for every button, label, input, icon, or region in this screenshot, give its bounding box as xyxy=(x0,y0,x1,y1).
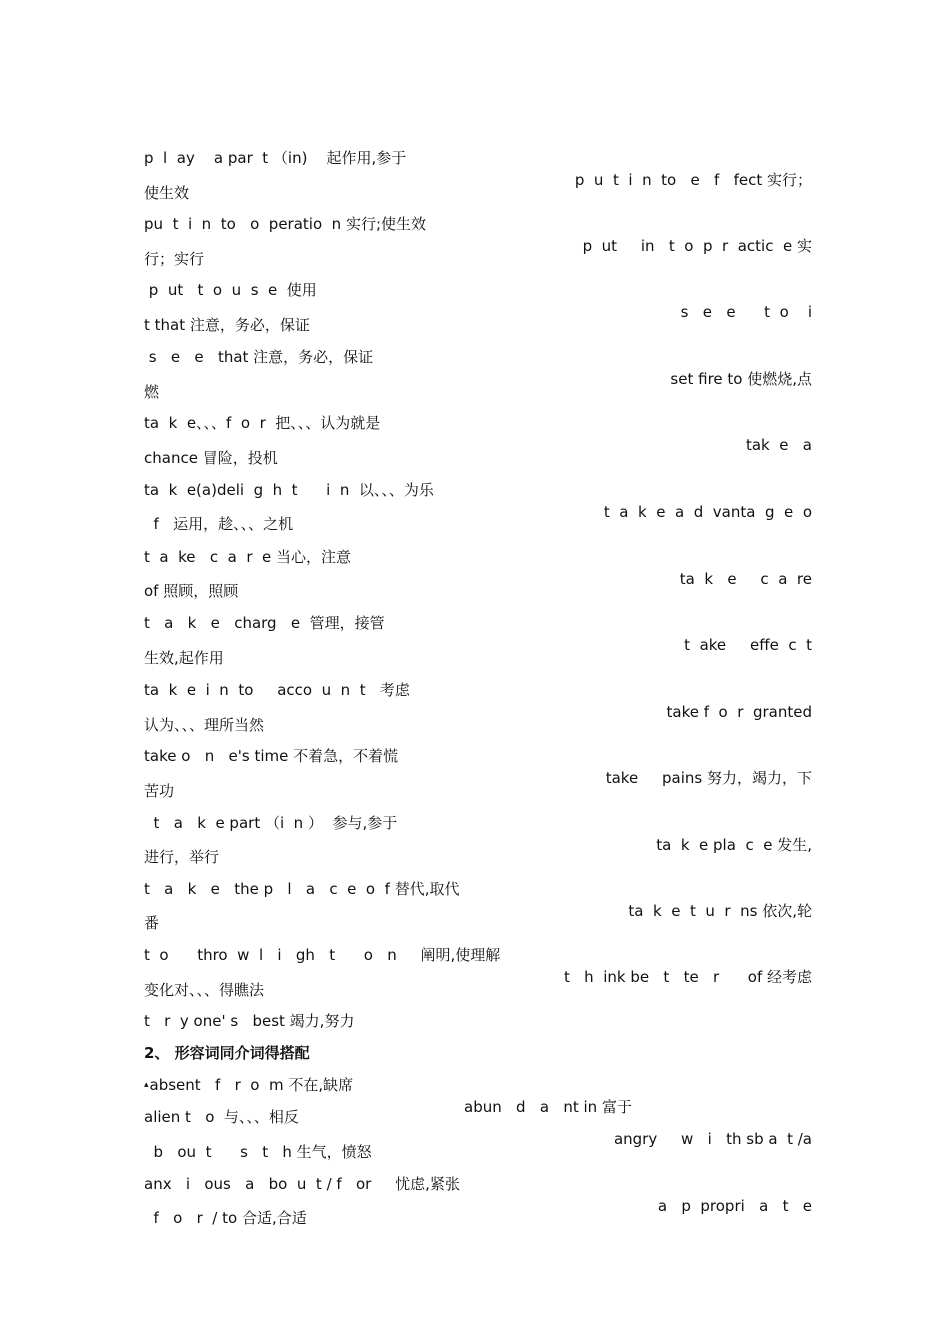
phrase-left: anx i ous a bo u t / f or 忧虑,紧张 xyxy=(144,1175,460,1193)
phrase-line xyxy=(0,491,950,533)
section-heading xyxy=(0,1020,950,1062)
phrase-continuation: 变化对、、、得瞧法 xyxy=(144,981,265,999)
phrase-line xyxy=(0,957,950,999)
phrase-line xyxy=(0,425,950,467)
phrase-line xyxy=(0,292,950,334)
phrase-right: tak e a xyxy=(745,436,812,454)
phrase-continuation: 生效,起作用 xyxy=(144,649,224,667)
phrase-left: t a k e the p l a c e o f 替代,取代 xyxy=(144,880,460,898)
phrase-line xyxy=(0,1151,950,1215)
phrase-continuation: of 照顾，照顾 xyxy=(144,582,239,600)
phrase-left: take o n e's time 不着急，不着慌 xyxy=(144,747,399,765)
phrase-right: take f o r granted xyxy=(666,703,812,721)
phrase-line xyxy=(0,692,950,734)
phrase-line xyxy=(0,625,950,667)
phrase-continuation: b ou t s t h 生气，愤怒 xyxy=(144,1143,372,1161)
phrase-line xyxy=(0,524,950,588)
phrase-left: t a k e part （i n ） 参与,参于 xyxy=(144,814,398,832)
phrase-continuation: 认为、、、理所当然 xyxy=(144,716,265,734)
bullet-mark: ▴ xyxy=(144,1080,149,1090)
phrase-right: t h ink be t te r of 经考虑 xyxy=(563,968,812,986)
phrase-right: ta k e pla c e 发生, xyxy=(656,836,812,854)
section-heading-text: 2、 形容词同介词得搭配 xyxy=(144,1044,310,1062)
phrase-right: t a k e a d vanta g e o xyxy=(603,503,812,521)
phrase-continuation: 行；实行 xyxy=(144,250,205,268)
phrase-line xyxy=(0,457,950,521)
phrase-continuation: 进行，举行 xyxy=(144,848,220,866)
phrase-left: s e e that 注意，务必，保证 xyxy=(144,348,374,366)
phrase-line xyxy=(0,359,950,401)
phrase-left: ta k e i n to acco u n t 考虑 xyxy=(144,681,410,699)
phrase-line xyxy=(0,226,950,268)
phrase-line xyxy=(0,790,950,854)
phrase-right: ta k e t u r ns 依次,轮 xyxy=(628,902,812,920)
phrase-right: p ut in t o p r actic e 实 xyxy=(582,237,812,255)
phrase-line xyxy=(0,988,950,1030)
phrase-line xyxy=(0,558,950,600)
phrase-left: p l ay a par t （in) 起作用,参于 xyxy=(144,149,407,167)
phrase-left: t a ke c a r e 当心，注意 xyxy=(144,548,352,566)
phrase-left: p ut t o u s e 使用 xyxy=(144,281,317,299)
phrase-line xyxy=(0,390,950,454)
phrase-middle: abun d a nt in 富于 xyxy=(464,1098,632,1116)
phrase-line xyxy=(0,890,950,932)
phrase-line xyxy=(0,125,950,189)
phrase-continuation: 苦功 xyxy=(144,782,175,800)
phrase-left: t o thro w l i gh t o n 阐明,使理解 xyxy=(144,946,501,964)
phrase-line xyxy=(0,324,950,388)
phrase-line xyxy=(0,758,950,800)
phrase-right: p u t i n to e f fect 实行； xyxy=(574,171,812,189)
phrase-right: a p propri a t e xyxy=(657,1197,812,1215)
phrase-continuation: t that 注意，务必，保证 xyxy=(144,316,310,334)
phrase-line xyxy=(0,856,950,920)
phrase-line xyxy=(0,723,950,787)
phrase-line xyxy=(0,1119,950,1161)
phrase-left-text: absent f r o m 不在,缺席 xyxy=(149,1076,354,1094)
phrase-left: ta k e、、、f o r 把、、、认为就是 xyxy=(144,414,381,432)
phrase-line xyxy=(0,657,950,721)
phrase-line xyxy=(0,257,950,321)
phrase-continuation: 番 xyxy=(144,914,160,932)
phrase-left: t a k e charg e 管理，接管 xyxy=(144,614,385,632)
phrase-left: alien t o 与、、、相反 xyxy=(144,1108,299,1126)
phrase-line xyxy=(0,824,950,866)
phrase-right: angry w i th sb a t /a xyxy=(613,1130,812,1148)
phrase-line xyxy=(0,922,950,986)
phrase-line xyxy=(0,590,950,654)
phrase-right: take pains 努力，竭力，下 xyxy=(605,769,812,787)
phrase-continuation: 燃 xyxy=(144,383,160,401)
phrase-continuation: 使生效 xyxy=(144,184,190,202)
phrase-line xyxy=(0,160,950,202)
phrase-left: ta k e(a)deli g h t i n 以、、、为乐 xyxy=(144,481,434,499)
phrase-line xyxy=(0,191,950,255)
phrase-line xyxy=(0,1185,950,1227)
phrase-continuation: f o r / to 合适,合适 xyxy=(144,1209,307,1227)
phrase-right: s e e t o i xyxy=(680,303,812,321)
phrase-right: t ake effe c t xyxy=(684,636,812,654)
phrase-continuation: chance 冒险，投机 xyxy=(144,449,278,467)
phrase-left: t r y one' s best 竭力,努力 xyxy=(144,1012,355,1030)
phrase-right: set fire to 使燃烧,点 xyxy=(670,370,812,388)
phrase-right: ta k e c a re xyxy=(679,570,812,588)
phrase-line xyxy=(0,1052,950,1116)
phrase-left: pu t i n to o peratio n 实行;使生效 xyxy=(144,215,427,233)
phrase-continuation: f 运用，趁、、、之机 xyxy=(144,515,294,533)
